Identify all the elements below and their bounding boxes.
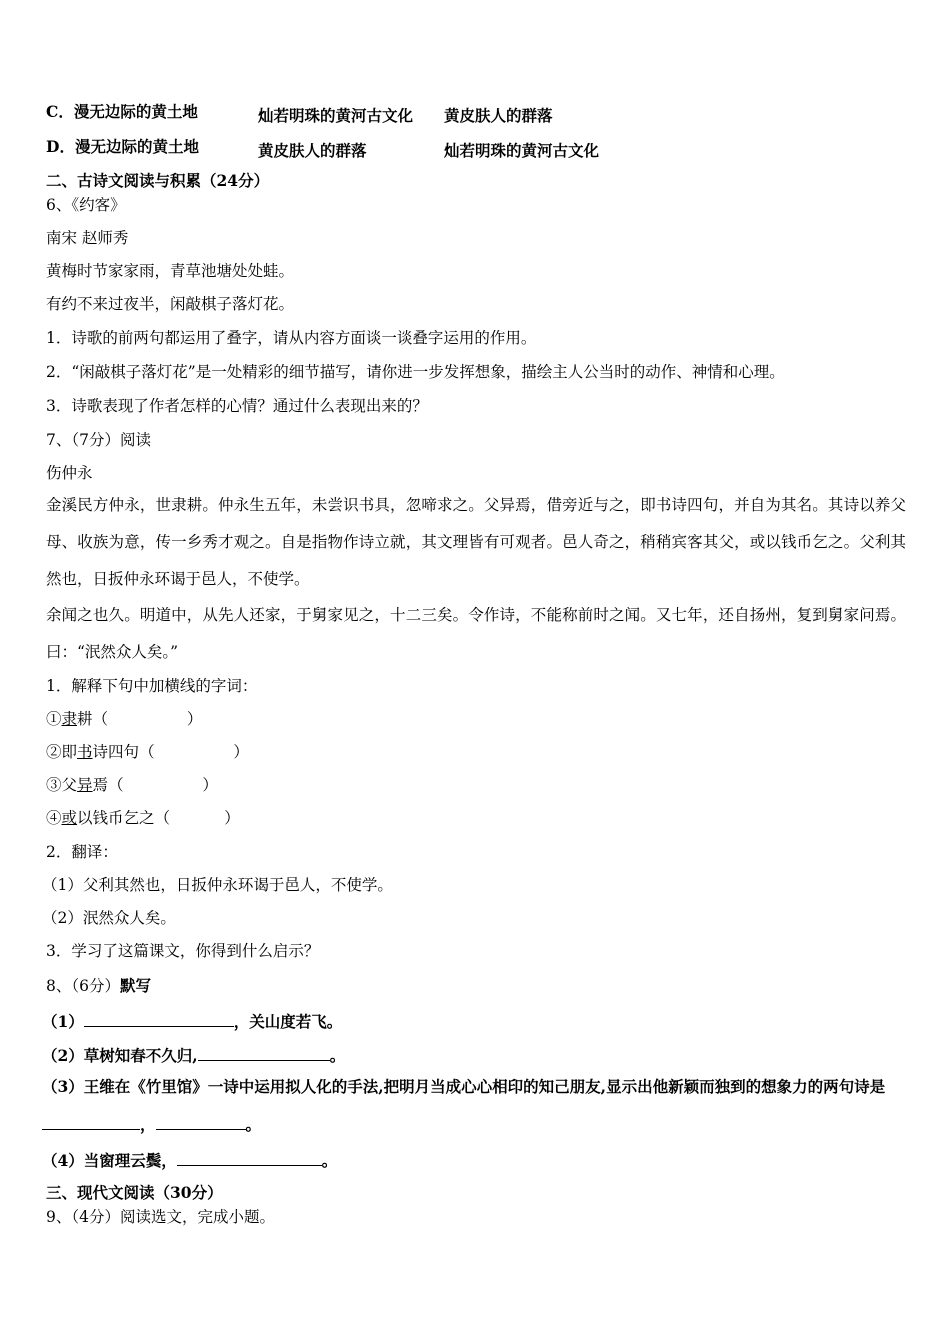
underlined-word: 异 <box>77 776 93 794</box>
section2-title: 二、古诗文阅读与积累（24分） <box>46 171 270 190</box>
q7-title: 伤仲永 <box>46 464 93 482</box>
answer-paren: （ ） <box>154 809 240 827</box>
section3-title: 三、现代文阅读（30分） <box>46 1183 223 1202</box>
option-c-b: 灿若明珠的黄河古文化 <box>258 106 414 125</box>
q6-sub3: 3．诗歌表现了作者怎样的心情？通过什么表现出来的？ <box>46 397 428 415</box>
q8-fill-2 <box>42 1046 345 1064</box>
q6-head: 6、《约客》 <box>46 196 126 214</box>
option-c <box>46 104 198 120</box>
word-post: 以钱币乞之 <box>77 809 155 827</box>
option-d-c: 灿若明珠的黄河古文化 <box>444 141 600 160</box>
q7-word-1 <box>46 712 202 728</box>
option-c-label: C． <box>46 102 74 121</box>
answer-paren: （ ） <box>108 776 218 794</box>
q6-sub2: 2．“闲敲棋子落灯花”是一处精彩的细节描写，请你进一步发挥想象，描绘主人公当时的动作、神情和心理。 <box>46 363 785 381</box>
q7-word-3 <box>46 778 218 794</box>
q7-word-2 <box>46 745 249 761</box>
fill-prefix: （3）王维在《竹里馆》一诗中运用拟人化的手法,把明月当成心心相印的知己朋友,显示出他新颖而独到的想象力的两句诗是 <box>42 1077 886 1096</box>
q8-fill-3 <box>42 1068 906 1144</box>
q8-head-prefix: 8、（6分） <box>46 977 120 995</box>
q6-poem-line1: 黄梅时节家家雨，青草池塘处处蛙。 <box>46 262 295 280</box>
option-c-a: 漫无边际的黄土地 <box>73 102 198 121</box>
fill-suffix: 。 <box>321 1151 338 1170</box>
q7-sub1: 1．解释下句中加横线的字词： <box>46 677 258 695</box>
word-num: ① <box>46 710 62 728</box>
answer-paren: （ ） <box>139 743 249 761</box>
word-num: ② <box>46 743 62 761</box>
fill-suffix: 。 <box>245 1115 262 1134</box>
word-num: ④ <box>46 809 62 827</box>
q7-paragraph-2: 余闻之也久。明道中，从先人还家，于舅家见之，十二三矣。令作诗，不能称前时之闻。又七年，还自扬州，复到舅家问焉。曰：“泯然众人矣。” <box>46 606 906 661</box>
q8-fill-4 <box>42 1151 337 1169</box>
q8-head-bold: 默写 <box>119 976 151 995</box>
fill-prefix: （1） <box>42 1012 84 1031</box>
fill-prefix: （4）当窗理云鬓， <box>42 1151 177 1170</box>
q7-sub3: 3．学习了这篇课文，你得到什么启示？ <box>46 942 320 960</box>
word-post: 焉 <box>92 776 109 794</box>
q9-head: 9、（4分）阅读选文，完成小题。 <box>46 1208 275 1226</box>
word-pre: 即 <box>61 743 78 761</box>
option-d <box>46 139 199 155</box>
underlined-word: 书 <box>77 743 93 761</box>
q7-head: 7、（7分）阅读 <box>46 431 151 449</box>
fill-suffix: 。 <box>329 1046 346 1065</box>
fill-mid: ， <box>140 1115 156 1134</box>
blank-line <box>198 1046 330 1061</box>
word-pre: 父 <box>61 776 78 794</box>
blank-line <box>156 1115 246 1130</box>
answer-paren: （ ） <box>92 710 203 728</box>
q6-poem-line2: 有约不来过夜半，闲敲棋子落灯花。 <box>46 295 295 313</box>
q7-word-4 <box>46 811 240 827</box>
underlined-word: 或 <box>61 809 78 827</box>
q8-head <box>46 978 151 995</box>
blank-line <box>42 1115 140 1130</box>
q7-paragraph-1: 金溪民方仲永，世隶耕。仲永生五年，未尝识书具，忽啼求之。父异焉，借旁近与之，即书诗四句，并自为其名。其诗以养父母、收族为意，传一乡秀才观之。自是指物作诗立就，其文理皆有可观者。邑人奇之，稍稍宾客其父，或以钱币乞之。父利其然也，日扳仲永环谒于邑人，不使学。 <box>46 496 906 588</box>
q7-translate-2: （2）泯然众人矣。 <box>42 909 176 927</box>
option-c-c: 黄皮肤人的群落 <box>444 106 553 125</box>
option-d-a: 漫无边际的黄土地 <box>74 137 199 156</box>
option-d-b: 黄皮肤人的群落 <box>258 141 367 160</box>
fill-suffix: ，关山度若飞。 <box>233 1012 343 1031</box>
blank-line <box>177 1151 322 1166</box>
q6-sub1: 1．诗歌的前两句都运用了叠字，请从内容方面谈一谈叠字运用的作用。 <box>46 329 537 347</box>
blank-line <box>84 1012 234 1027</box>
word-num: ③ <box>46 776 62 794</box>
q6-author: 南宋 赵师秀 <box>46 229 129 247</box>
q7-translate-1: （1）父利其然也，日扳仲永环谒于邑人，不使学。 <box>42 876 393 894</box>
option-d-label: D． <box>46 137 75 156</box>
word-post: 诗四句 <box>92 743 140 761</box>
fill-prefix: （2）草树知春不久归, <box>42 1046 198 1065</box>
underlined-word: 隶 <box>61 710 78 728</box>
q8-fill-1 <box>42 1012 342 1030</box>
q7-sub2: 2．翻译： <box>46 843 118 861</box>
word-post: 耕 <box>77 710 93 728</box>
